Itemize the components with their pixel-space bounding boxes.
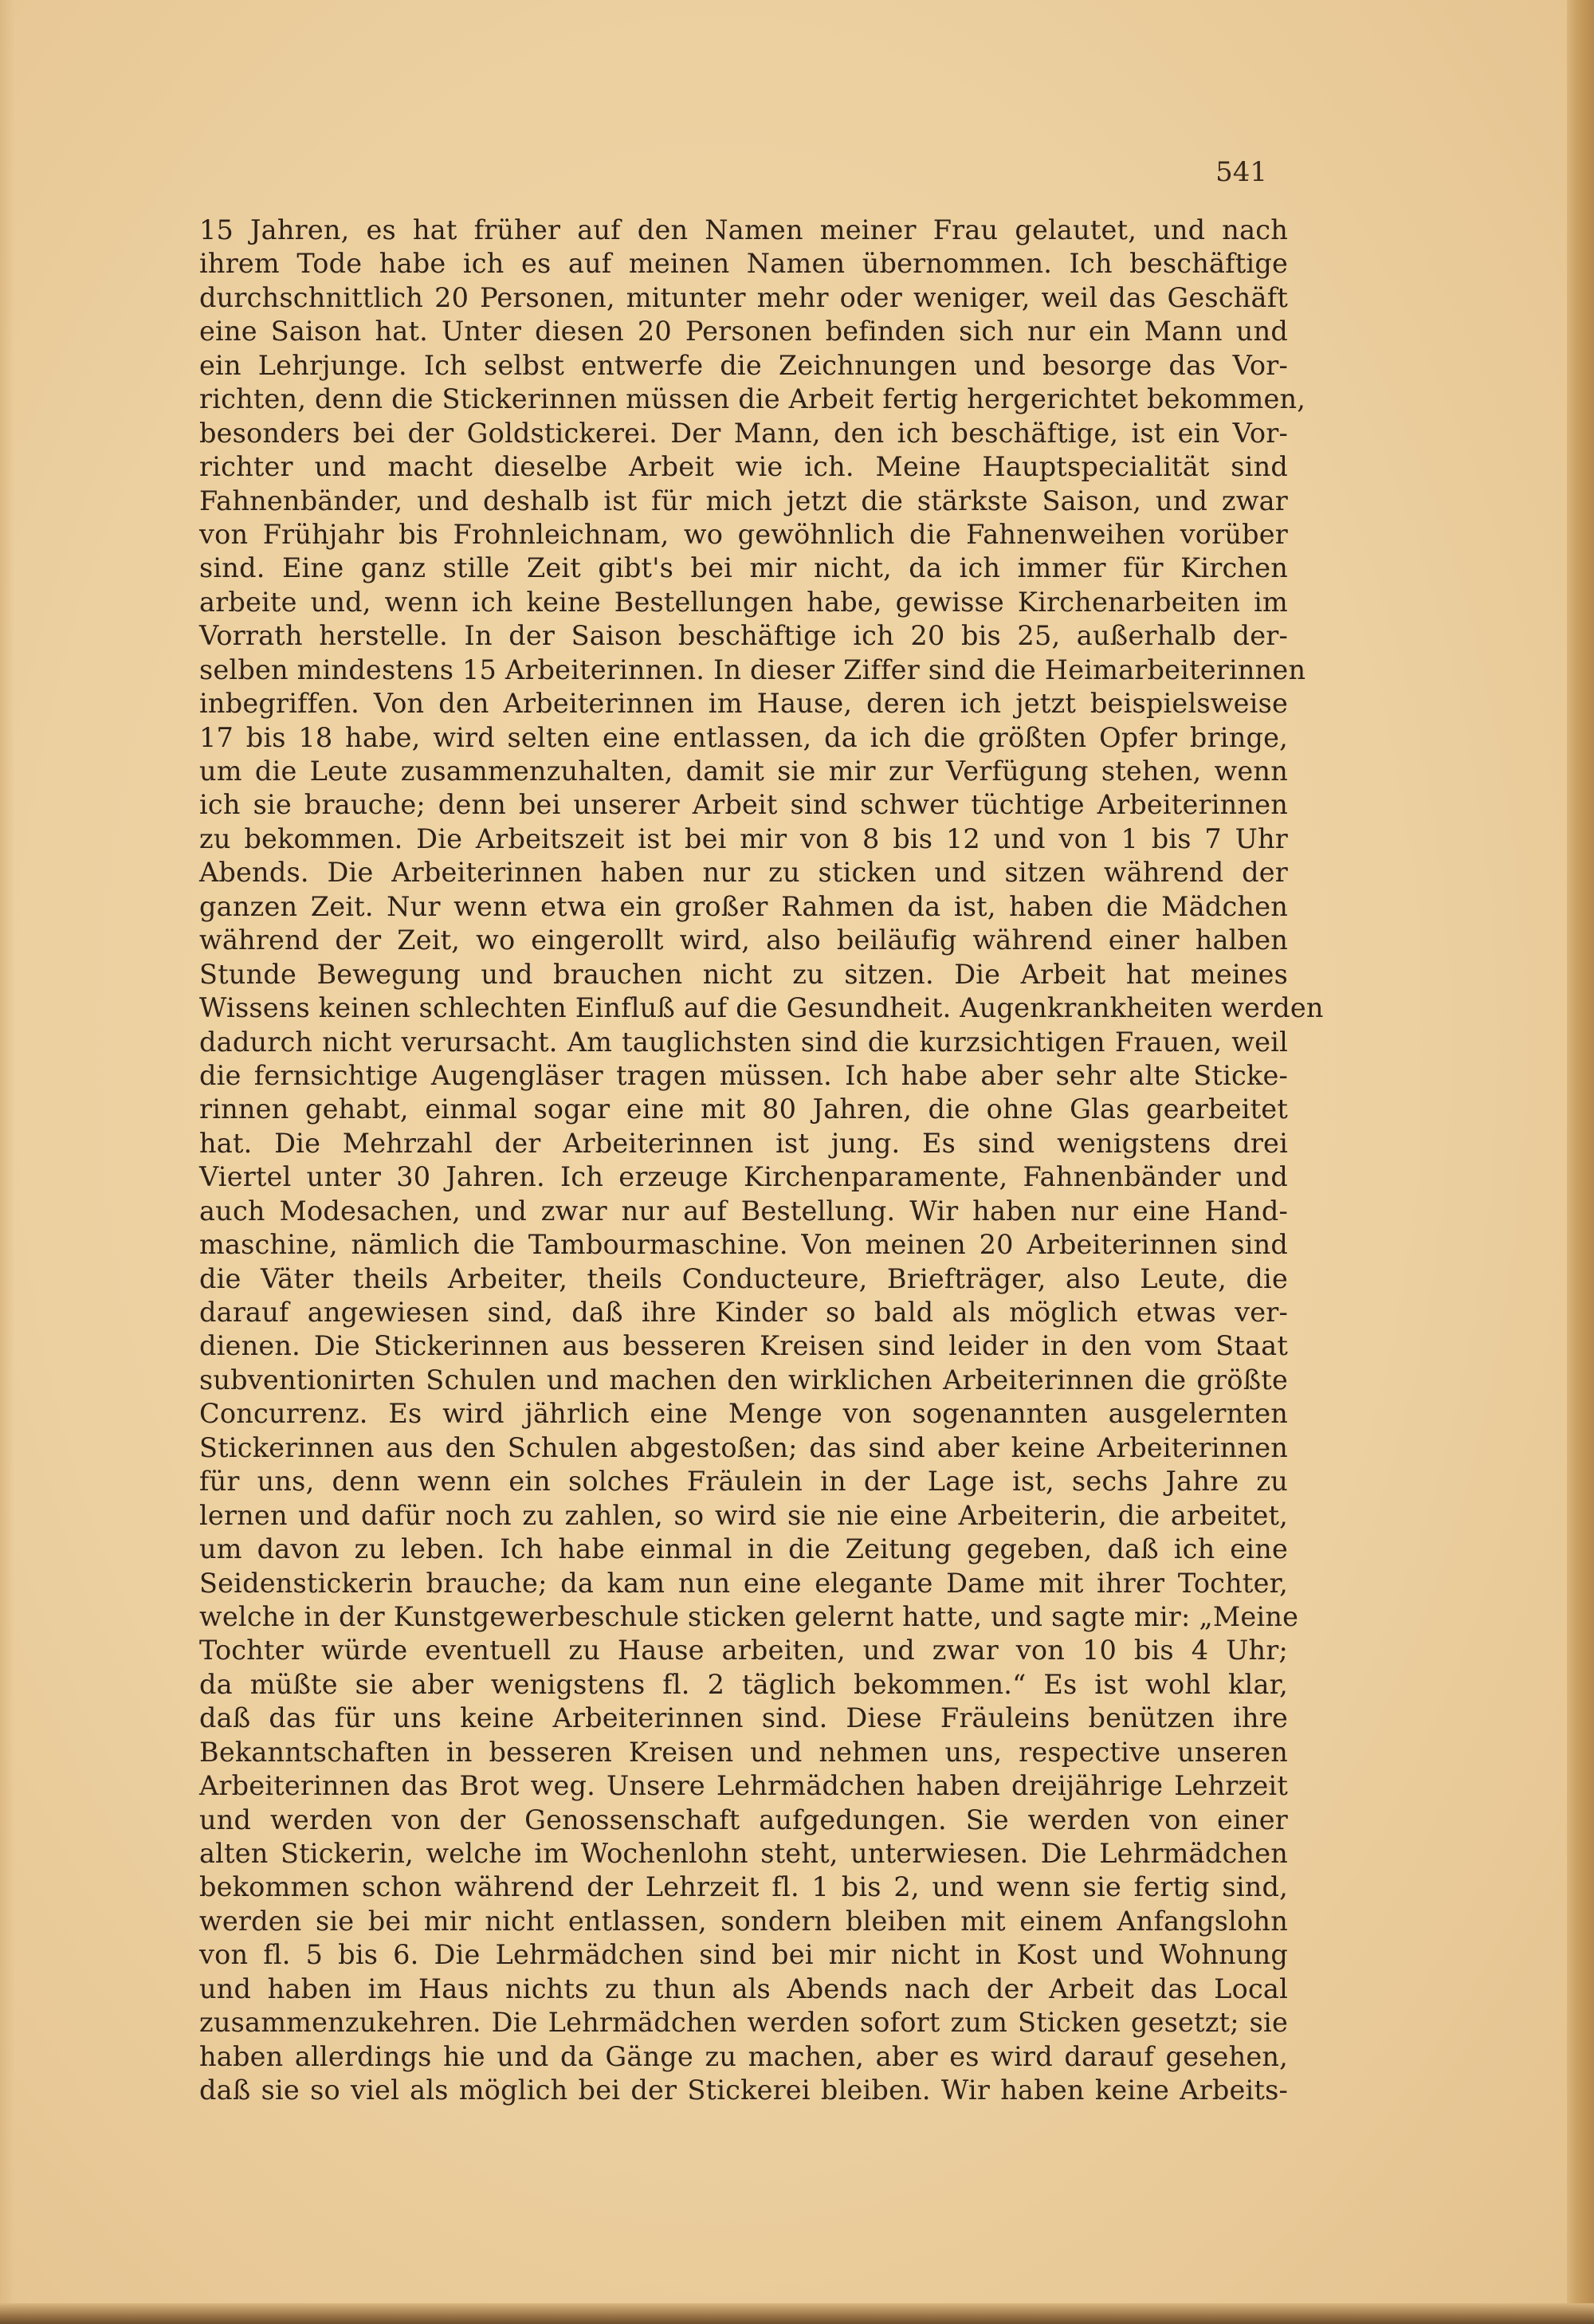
text-line: lernen und dafür noch zu zahlen, so wird sie nie eine Arbeiterin, die arbeitet, xyxy=(199,1499,1288,1531)
body-text xyxy=(199,214,1324,2108)
text-line: während der Zeit, wo eingerollt wird, also beiläufig während einer halben xyxy=(199,924,1288,956)
text-line: besonders bei der Goldstickerei. Der Mann, den ich beschäftige, ist ein Vor- xyxy=(199,417,1288,449)
text-line: von Frühjahr bis Frohnleichnam, wo gewöhnlich die Fahnenweihen vorüber xyxy=(199,518,1288,550)
text-line: 15 Jahren, es hat früher auf den Namen meiner Frau gelautet, und nach xyxy=(199,214,1288,245)
text-line: maschine, nämlich die Tambourmaschine. Von meinen 20 Arbeiterinnen sind xyxy=(199,1229,1288,1261)
text-line: Wissens keinen schlechten Einfluß auf die Gesundheit. Augenkrankheiten werden xyxy=(199,992,1324,1024)
text-line: daß das für uns keine Arbeiterinnen sind. Diese Fräuleins benützen ihre xyxy=(199,1702,1288,1734)
text-line: Bekanntschaften in besseren Kreisen und nehmen uns, respective unseren xyxy=(199,1736,1288,1768)
page-bottom-edge xyxy=(0,2303,1594,2324)
text-line: ich sie brauche; denn bei unserer Arbeit sind schwer tüchtige Arbeiterinnen xyxy=(199,789,1288,821)
text-line: Arbeiterinnen das Brot weg. Unsere Lehrmädchen haben dreijährige Lehrzeit xyxy=(199,1770,1288,1802)
text-line: durchschnittlich 20 Personen, mitunter mehr oder weniger, weil das Geschäft xyxy=(199,281,1288,313)
text-line: welche in der Kunstgewerbeschule sticken gelernt hatte, und sagte mir: „Meine xyxy=(199,1600,1299,1632)
text-line: daß sie so viel als möglich bei der Stickerei bleiben. Wir haben keine Arbeits- xyxy=(199,2075,1288,2106)
text-line: da müßte sie aber wenigstens fl. 2 täglich bekommen.“ Es ist wohl klar, xyxy=(199,1668,1288,1700)
text-line: Viertel unter 30 Jahren. Ich erzeuge Kirchenparamente, Fahnenbänder und xyxy=(199,1161,1288,1193)
text-line: Seidenstickerin brauche; da kam nun eine elegante Dame mit ihrer Tochter, xyxy=(199,1567,1288,1599)
text-line: und haben im Haus nichts zu thun als Abends nach der Arbeit das Local xyxy=(199,1973,1288,2004)
text-line: um davon zu leben. Ich habe einmal in die Zeitung gegeben, daß ich eine xyxy=(199,1533,1288,1565)
text-line: hat. Die Mehrzahl der Arbeiterinnen ist jung. Es sind wenigstens drei xyxy=(199,1127,1288,1159)
text-line: Abends. Die Arbeiterinnen haben nur zu sticken und sitzen während der xyxy=(199,857,1288,889)
page-right-edge xyxy=(1567,0,1594,2324)
text-line: Concurrenz. Es wird jährlich eine Menge von sogenannten ausgelernten xyxy=(199,1398,1288,1430)
text-line: richter und macht dieselbe Arbeit wie ich. Meine Hauptspecialität sind xyxy=(199,451,1288,483)
text-line: für uns, denn wenn ein solches Fräulein in der Lage ist, sechs Jahre zu xyxy=(199,1466,1288,1498)
text-line: ganzen Zeit. Nur wenn etwa ein großer Rahmen da ist, haben die Mädchen xyxy=(199,890,1288,922)
page-number: 541 xyxy=(1215,156,1267,188)
text-line: dienen. Die Stickerinnen aus besseren Kreisen sind leider in den vom Staat xyxy=(199,1330,1288,1362)
text-line: Stickerinnen aus den Schulen abgestoßen; das sind aber keine Arbeiterinnen xyxy=(199,1431,1288,1463)
text-line: dadurch nicht verursacht. Am tauglichsten sind die kurzsichtigen Frauen, weil xyxy=(199,1026,1288,1058)
text-line: werden sie bei mir nicht entlassen, sondern bleiben mit einem Anfangslohn xyxy=(199,1905,1288,1937)
text-line: und werden von der Genossenschaft aufgedungen. Sie werden von einer xyxy=(199,1804,1288,1835)
text-line: richten, denn die Stickerinnen müssen die Arbeit fertig hergerichtet bekommen, xyxy=(199,383,1306,415)
text-line: 17 bis 18 habe, wird selten eine entlassen, da ich die größten Opfer bringe, xyxy=(199,721,1288,753)
text-line: alten Stickerin, welche im Wochenlohn steht, unterwiesen. Die Lehrmädchen xyxy=(199,1838,1288,1869)
text-line: sind. Eine ganz stille Zeit gibt's bei mir nicht, da ich immer für Kirchen xyxy=(199,552,1288,584)
text-line: Vorrath herstelle. In der Saison beschäftige ich 20 bis 25, außerhalb der- xyxy=(199,620,1288,652)
page-left-shadow xyxy=(0,0,14,2324)
text-line: haben allerdings hie und da Gänge zu machen, aber es wird darauf gesehen, xyxy=(199,2040,1288,2072)
text-line: rinnen gehabt, einmal sogar eine mit 80 Jahren, die ohne Glas gearbeitet xyxy=(199,1093,1288,1125)
text-line: arbeite und, wenn ich keine Bestellungen habe, gewisse Kirchenarbeiten im xyxy=(199,586,1288,618)
text-line: zusammenzukehren. Die Lehrmädchen werden sofort zum Sticken gesetzt; sie xyxy=(199,2007,1288,2039)
text-line: ein Lehrjunge. Ich selbst entwerfe die Zeichnungen und besorge das Vor- xyxy=(199,349,1288,381)
text-line: Fahnenbänder, und deshalb ist für mich jetzt die stärkste Saison, und zwar xyxy=(199,485,1288,516)
text-line: eine Saison hat. Unter diesen 20 Personen befinden sich nur ein Mann und xyxy=(199,316,1288,347)
text-line: von fl. 5 bis 6. Die Lehrmädchen sind bei mir nicht in Kost und Wohnung xyxy=(199,1939,1288,1971)
text-line: Stunde Bewegung und brauchen nicht zu sitzen. Die Arbeit hat meines xyxy=(199,958,1288,990)
text-line: selben mindestens 15 Arbeiterinnen. In dieser Ziffer sind die Heimarbeiterinnen xyxy=(199,654,1306,685)
text-line: zu bekommen. Die Arbeitszeit ist bei mir von 8 bis 12 und von 1 bis 7 Uhr xyxy=(199,822,1288,854)
text-line: Tochter würde eventuell zu Hause arbeiten, und zwar von 10 bis 4 Uhr; xyxy=(199,1635,1288,1666)
text-line: darauf angewiesen sind, daß ihre Kinder so bald als möglich etwas ver- xyxy=(199,1297,1288,1328)
text-line: die fernsichtige Augengläser tragen müssen. Ich habe aber sehr alte Sticke- xyxy=(199,1059,1288,1091)
text-line: auch Modesachen, und zwar nur auf Bestellung. Wir haben nur eine Hand- xyxy=(199,1195,1288,1227)
text-line: subventionirten Schulen und machen den wirklichen Arbeiterinnen die größte xyxy=(199,1364,1288,1396)
text-line: ihrem Tode habe ich es auf meinen Namen übernommen. Ich beschäftige xyxy=(199,248,1288,280)
text-line: die Väter theils Arbeiter, theils Conducteure, Briefträger, also Leute, die xyxy=(199,1262,1288,1294)
text-line: bekommen schon während der Lehrzeit fl. 1 bis 2, und wenn sie fertig sind, xyxy=(199,1871,1288,1903)
text-line: um die Leute zusammenzuhalten, damit sie mir zur Verfügung stehen, wenn xyxy=(199,756,1288,787)
text-line: inbegriffen. Von den Arbeiterinnen im Hause, deren ich jetzt beispielsweise xyxy=(199,688,1288,720)
